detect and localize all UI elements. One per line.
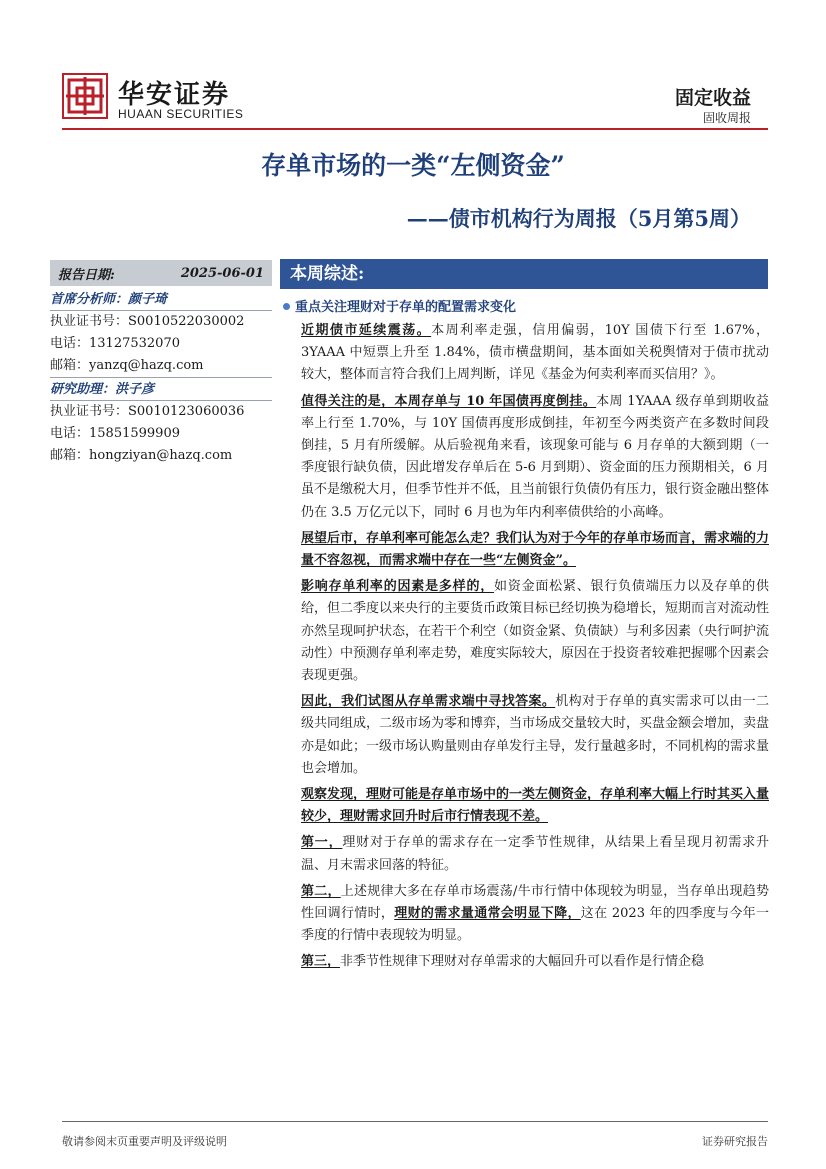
key-point-text: 重点关注理财对于存单的配置需求变化: [295, 300, 517, 315]
paragraph-text: 这在 2023 年的四季度与今年一季度的行情中表现较为明显。: [301, 906, 769, 944]
summary-body: [301, 320, 769, 978]
paragraph: [301, 528, 769, 572]
sidebar-divider: [50, 400, 272, 401]
paragraph-lead: 近期债市延续震荡。: [301, 323, 432, 338]
paragraph-text: 非季节性规律下理财对存单需求的大幅回升可以看作是行情企稳: [340, 954, 705, 970]
paragraph-text: 本周利率走强，信用偏弱，10Y 国债下行至 1.67%，3YAAA 中短票上升至 1.84%，债市横盘期间，基本面如关税舆情对于债市扰动较大，整体而言符合我们上周判断，详见《基金为何卖利率而买信用？》。: [301, 323, 769, 383]
report-date-label: 报告日期:: [58, 267, 115, 283]
paragraph: [301, 951, 769, 973]
report-date-bar: [50, 260, 272, 286]
paragraph: [301, 784, 769, 828]
report-category: 固定收益: [674, 87, 751, 109]
paragraph-lead: 展望后市，存单利率可能怎么走？我们认为对于今年的存单市场而言，需求端的力量不容忽视，而需求端中存在一些“左侧资金”。: [301, 530, 770, 569]
paragraph: [301, 691, 769, 780]
report-title: 存单市场的一类“左侧资金”: [261, 151, 565, 180]
logo-mark-icon: [62, 73, 108, 119]
footer-divider: [62, 1121, 768, 1122]
sidebar-divider: [50, 310, 272, 311]
report-subcategory: 固收周报: [702, 111, 751, 125]
footer-label: 证券研究报告: [702, 1135, 768, 1148]
paragraph-lead: 观察发现，理财可能是存单市场中的一类左侧资金，存单利率大幅上行时其买入量较少，理财需求回升时后市行情表现不差。: [301, 787, 770, 825]
paragraph-lead: 因此，我们试图从存单需求端中寻找答案。: [301, 694, 556, 710]
paragraph-text: 本周 1YAAA 级存单到期收益率上行至 1.70%，与 10Y 国债再度形成倒挂，年初至今两类资产在多数时间段倒挂，5 月有所缓解。从后验视角来看，该现象可能与 6 月存单的大额到期（一季度银行缺负债，因此增发存单后在 5-6 月到期）、资金面的压力预期相关，6 月虽不是缴税大月，但季节性并不低，且当前银行负债仍有压力，银行资金融出整体仍在 3.5 万亿元以下，同时 6 月也为年内利率债供给的小高峰。: [301, 393, 770, 520]
paragraph: [301, 320, 769, 387]
section-heading-bar: 本周综述:: [280, 259, 768, 289]
paragraph-text: 理财对于存单的需求存在一定季节性规律，从结果上看呈现月初需求升温、月末需求回落的特征。: [301, 835, 769, 873]
header-divider: [62, 128, 768, 130]
key-point-bullet: [283, 296, 516, 315]
paragraph-lead: 第二，: [301, 883, 341, 899]
logo-name-en: HUAAN SECURITIES: [118, 107, 244, 121]
assistant-cert: 执业证书号：S0010123060036: [50, 404, 245, 419]
paragraph-text: 上述规律大多在存单市场震荡/牛市行情中体现较为明显，当存单出现趋势性回调行情时，: [301, 883, 769, 922]
paragraph-text: 如资金面松紧、银行负债端压力以及存单的供给，但二季度以来央行的主要货币政策目标已经切换为稳增长，短期而言对流动性亦然呈现呵护状态，在若干个利空（如资金紧、负债缺）与利多因素（央行呵护流动性）中预测存单利率走势，难度实际较大，原因在于投资者较难把握哪个因素会表现更强。: [301, 579, 770, 684]
paragraph-lead: 值得关注的是，本周存单与 10 年国债再度倒挂。: [301, 393, 597, 409]
paragraph: [301, 391, 769, 524]
analyst-email: 邮箱：yanzq@hazq.com: [50, 358, 204, 373]
analyst-cert: 执业证书号：S0010522030002: [50, 314, 245, 329]
paragraph: [301, 832, 769, 876]
paragraph: [301, 881, 769, 948]
analyst-role: 首席分析师：颜子琦: [50, 292, 168, 307]
bullet-dot-icon: [283, 303, 290, 310]
analyst-block: [50, 289, 280, 377]
assistant-email: 邮箱：hongziyan@hazq.com: [50, 448, 233, 463]
paragraph: [301, 576, 769, 687]
assistant-block: [50, 379, 280, 467]
report-date-value: 2025-06-01: [180, 265, 264, 281]
assistant-role: 研究助理：洪子彦: [50, 382, 155, 397]
paragraph-text: 机构对于存单的真实需求可以由一二级共同组成，二级市场为零和博弈，当市场成交量较大时，买盘金额会增加，卖盘亦是如此；一级市场认购量则由存单发行主导，发行量越多时，不同机构的需求量也会增加。: [301, 694, 770, 776]
paragraph-lead: 影响存单利率的因素是多样的，: [301, 579, 495, 595]
paragraph-lead: 第一，: [301, 835, 343, 851]
report-subtitle: ——债市机构行为周报（5月第5周）: [406, 206, 751, 231]
analyst-phone: 电话：13127532070: [50, 336, 180, 351]
paragraph-lead: 第三，: [301, 954, 341, 970]
logo-name-cn: 华安证券: [118, 80, 231, 110]
footer-disclaimer: 敬请参阅末页重要声明及评级说明: [62, 1135, 227, 1148]
assistant-phone: 电话：15851599909: [50, 426, 180, 441]
paragraph-emphasis: 理财的需求量通常会明显下降，: [394, 906, 581, 922]
sidebar-divider: [50, 377, 272, 378]
